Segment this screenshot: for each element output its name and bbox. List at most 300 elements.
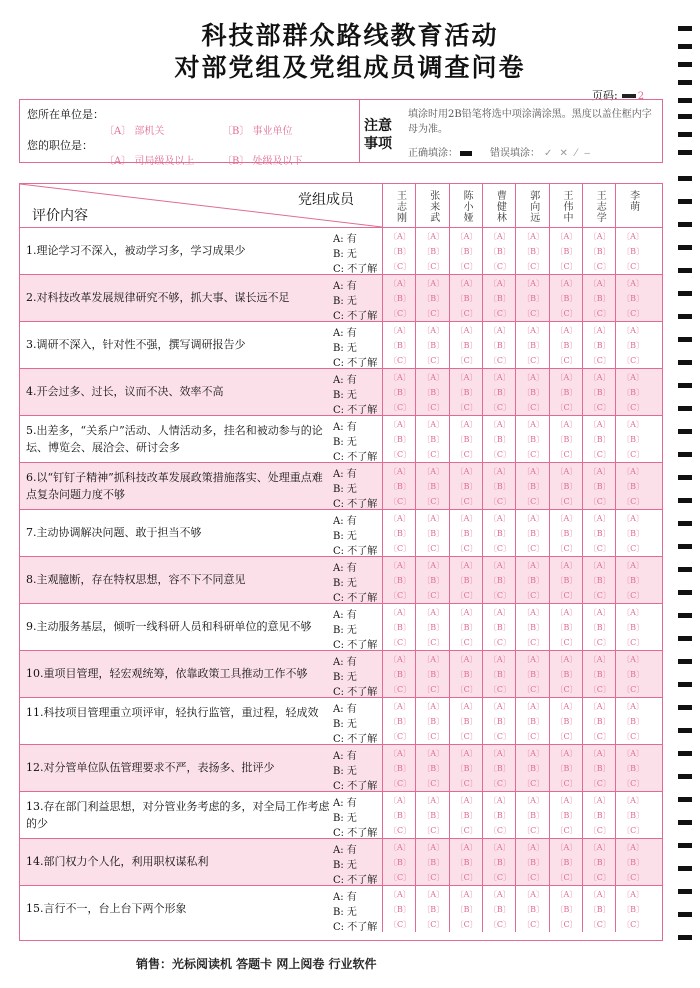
answer-bubble[interactable]: 〔A〕	[422, 373, 445, 382]
answer-bubble[interactable]: 〔A〕	[422, 608, 445, 617]
answer-bubble[interactable]: 〔A〕	[488, 232, 511, 241]
answer-bubble[interactable]: 〔A〕	[389, 890, 411, 899]
answer-bubble[interactable]: 〔A〕	[455, 796, 478, 805]
answer-bubble[interactable]: 〔B〕	[522, 435, 545, 444]
answer-bubble[interactable]: 〔C〕	[555, 309, 578, 318]
answer-bubble[interactable]: 〔C〕	[422, 544, 445, 553]
answer-bubble[interactable]: 〔C〕	[588, 638, 611, 647]
answer-bubble[interactable]: 〔B〕	[588, 529, 611, 538]
answer-bubble[interactable]: 〔C〕	[488, 779, 512, 788]
answer-bubble[interactable]: 〔A〕	[588, 420, 611, 429]
answer-bubble[interactable]: 〔C〕	[588, 356, 611, 365]
answer-bubble[interactable]: 〔A〕	[622, 420, 644, 429]
answer-bubble[interactable]: 〔C〕	[389, 920, 412, 929]
answer-bubble[interactable]: 〔A〕	[389, 608, 411, 617]
answer-bubble[interactable]: 〔A〕	[555, 514, 578, 523]
answer-bubble[interactable]: 〔C〕	[389, 779, 412, 788]
answer-bubble[interactable]: 〔A〕	[389, 843, 411, 852]
answer-bubble[interactable]: 〔A〕	[555, 279, 578, 288]
answer-bubble[interactable]: 〔A〕	[455, 514, 478, 523]
answer-bubble[interactable]: 〔C〕	[488, 403, 512, 412]
answer-bubble[interactable]: 〔B〕	[588, 576, 611, 585]
answer-bubble[interactable]: 〔B〕	[555, 482, 578, 491]
answer-bubble[interactable]: 〔B〕	[555, 247, 578, 256]
answer-bubble[interactable]: 〔C〕	[455, 591, 478, 600]
answer-bubble[interactable]: 〔B〕	[588, 294, 611, 303]
answer-bubble[interactable]: 〔B〕	[522, 247, 545, 256]
answer-bubble[interactable]: 〔B〕	[488, 482, 511, 491]
answer-bubble[interactable]: 〔C〕	[389, 873, 412, 882]
answer-bubble[interactable]: 〔C〕	[455, 638, 478, 647]
answer-bubble[interactable]: 〔C〕	[455, 920, 478, 929]
answer-bubble[interactable]: 〔A〕	[389, 373, 411, 382]
answer-bubble[interactable]: 〔A〕	[622, 373, 644, 382]
answer-bubble[interactable]: 〔C〕	[622, 873, 645, 882]
answer-bubble[interactable]: 〔B〕	[522, 529, 545, 538]
answer-bubble[interactable]: 〔A〕	[622, 467, 644, 476]
answer-bubble[interactable]: 〔C〕	[555, 873, 578, 882]
answer-bubble[interactable]: 〔B〕	[389, 247, 411, 256]
answer-bubble[interactable]: 〔C〕	[622, 732, 645, 741]
answer-bubble[interactable]: 〔B〕	[555, 529, 578, 538]
answer-bubble[interactable]: 〔C〕	[488, 309, 512, 318]
answer-bubble[interactable]: 〔A〕	[422, 514, 445, 523]
answer-bubble[interactable]: 〔B〕	[555, 388, 578, 397]
answer-bubble[interactable]: 〔B〕	[522, 388, 545, 397]
answer-bubble[interactable]: 〔B〕	[488, 717, 511, 726]
answer-bubble[interactable]: 〔C〕	[488, 356, 512, 365]
answer-bubble[interactable]: 〔A〕	[522, 890, 544, 899]
answer-bubble[interactable]: 〔B〕	[622, 858, 644, 867]
answer-bubble[interactable]: 〔C〕	[522, 403, 545, 412]
answer-bubble[interactable]: 〔A〕	[422, 467, 445, 476]
answer-bubble[interactable]: 〔A〕	[488, 843, 511, 852]
answer-bubble[interactable]: 〔B〕	[588, 905, 611, 914]
answer-bubble[interactable]: 〔B〕	[522, 341, 545, 350]
answer-bubble[interactable]: 〔B〕	[622, 247, 644, 256]
answer-bubble[interactable]: 〔C〕	[422, 403, 445, 412]
answer-bubble[interactable]: 〔A〕	[522, 561, 544, 570]
answer-bubble[interactable]: 〔A〕	[488, 420, 511, 429]
answer-bubble[interactable]: 〔B〕	[455, 858, 478, 867]
answer-bubble[interactable]: 〔B〕	[622, 811, 644, 820]
answer-bubble[interactable]: 〔C〕	[389, 262, 412, 271]
answer-bubble[interactable]: 〔A〕	[389, 420, 411, 429]
answer-bubble[interactable]: 〔B〕	[389, 858, 411, 867]
answer-bubble[interactable]: 〔C〕	[522, 779, 545, 788]
answer-bubble[interactable]: 〔C〕	[455, 873, 478, 882]
answer-bubble[interactable]: 〔C〕	[389, 403, 412, 412]
answer-bubble[interactable]: 〔A〕	[622, 326, 644, 335]
answer-bubble[interactable]: 〔B〕	[622, 717, 644, 726]
answer-bubble[interactable]: 〔B〕	[555, 670, 578, 679]
answer-bubble[interactable]: 〔B〕	[555, 905, 578, 914]
answer-bubble[interactable]: 〔B〕	[422, 294, 445, 303]
answer-bubble[interactable]: 〔A〕	[422, 232, 445, 241]
answer-bubble[interactable]: 〔B〕	[455, 247, 478, 256]
answer-bubble[interactable]: 〔B〕	[588, 717, 611, 726]
answer-bubble[interactable]: 〔C〕	[522, 685, 545, 694]
answer-bubble[interactable]: 〔A〕	[522, 373, 544, 382]
answer-bubble[interactable]: 〔B〕	[488, 435, 511, 444]
answer-bubble[interactable]: 〔B〕	[389, 670, 411, 679]
answer-bubble[interactable]: 〔A〕	[488, 279, 511, 288]
answer-bubble[interactable]: 〔C〕	[455, 685, 478, 694]
answer-bubble[interactable]: 〔C〕	[422, 262, 445, 271]
answer-bubble[interactable]: 〔A〕	[555, 702, 578, 711]
answer-bubble[interactable]: 〔C〕	[622, 309, 645, 318]
answer-bubble[interactable]: 〔A〕	[588, 608, 611, 617]
answer-bubble[interactable]: 〔C〕	[488, 826, 512, 835]
answer-bubble[interactable]: 〔B〕	[455, 341, 478, 350]
answer-bubble[interactable]: 〔A〕	[389, 796, 411, 805]
answer-bubble[interactable]: 〔B〕	[488, 576, 511, 585]
answer-bubble[interactable]: 〔C〕	[588, 920, 611, 929]
answer-bubble[interactable]: 〔C〕	[588, 544, 611, 553]
answer-bubble[interactable]: 〔C〕	[522, 544, 545, 553]
answer-bubble[interactable]: 〔A〕	[455, 608, 478, 617]
answer-bubble[interactable]: 〔A〕	[422, 890, 445, 899]
answer-bubble[interactable]: 〔A〕	[522, 702, 544, 711]
answer-bubble[interactable]: 〔B〕	[555, 764, 578, 773]
answer-bubble[interactable]: 〔A〕	[555, 326, 578, 335]
answer-bubble[interactable]: 〔A〕	[622, 749, 644, 758]
answer-bubble[interactable]: 〔C〕	[488, 262, 512, 271]
answer-bubble[interactable]: 〔C〕	[588, 262, 611, 271]
answer-bubble[interactable]: 〔A〕	[588, 843, 611, 852]
answer-bubble[interactable]: 〔B〕	[455, 388, 478, 397]
answer-bubble[interactable]: 〔A〕	[588, 702, 611, 711]
answer-bubble[interactable]: 〔A〕	[389, 279, 411, 288]
answer-bubble[interactable]: 〔A〕	[622, 890, 644, 899]
answer-bubble[interactable]: 〔B〕	[389, 529, 411, 538]
answer-bubble[interactable]: 〔B〕	[455, 294, 478, 303]
answer-bubble[interactable]: 〔B〕	[455, 576, 478, 585]
answer-bubble[interactable]: 〔C〕	[588, 309, 611, 318]
answer-bubble[interactable]: 〔B〕	[389, 341, 411, 350]
answer-bubble[interactable]: 〔C〕	[622, 403, 645, 412]
answer-bubble[interactable]: 〔A〕	[555, 467, 578, 476]
answer-bubble[interactable]: 〔C〕	[455, 309, 478, 318]
answer-bubble[interactable]: 〔B〕	[422, 341, 445, 350]
answer-bubble[interactable]: 〔C〕	[422, 779, 445, 788]
answer-bubble[interactable]: 〔A〕	[622, 655, 644, 664]
answer-bubble[interactable]: 〔A〕	[588, 326, 611, 335]
answer-bubble[interactable]: 〔A〕	[455, 561, 478, 570]
answer-bubble[interactable]: 〔B〕	[422, 717, 445, 726]
answer-bubble[interactable]: 〔C〕	[555, 920, 578, 929]
answer-bubble[interactable]: 〔B〕	[455, 435, 478, 444]
answer-bubble[interactable]: 〔A〕	[622, 514, 644, 523]
answer-bubble[interactable]: 〔A〕	[455, 373, 478, 382]
answer-bubble[interactable]: 〔B〕	[455, 529, 478, 538]
answer-bubble[interactable]: 〔B〕	[555, 294, 578, 303]
answer-bubble[interactable]: 〔B〕	[522, 764, 545, 773]
answer-bubble[interactable]: 〔B〕	[455, 905, 478, 914]
answer-bubble[interactable]: 〔A〕	[389, 514, 411, 523]
answer-bubble[interactable]: 〔B〕	[555, 341, 578, 350]
answer-bubble[interactable]: 〔A〕	[422, 796, 445, 805]
answer-bubble[interactable]: 〔A〕	[522, 655, 544, 664]
answer-bubble[interactable]: 〔B〕	[588, 482, 611, 491]
answer-bubble[interactable]: 〔B〕	[555, 576, 578, 585]
answer-bubble[interactable]: 〔B〕	[588, 764, 611, 773]
answer-bubble[interactable]: 〔A〕	[622, 608, 644, 617]
answer-bubble[interactable]: 〔B〕	[488, 388, 511, 397]
answer-bubble[interactable]: 〔B〕	[422, 247, 445, 256]
answer-bubble[interactable]: 〔A〕	[389, 749, 411, 758]
answer-bubble[interactable]: 〔B〕	[522, 670, 545, 679]
answer-bubble[interactable]: 〔A〕	[422, 279, 445, 288]
answer-bubble[interactable]: 〔C〕	[555, 497, 578, 506]
answer-bubble[interactable]: 〔A〕	[455, 279, 478, 288]
answer-bubble[interactable]: 〔B〕	[422, 623, 445, 632]
answer-bubble[interactable]: 〔C〕	[555, 638, 578, 647]
answer-bubble[interactable]: 〔A〕	[422, 843, 445, 852]
answer-bubble[interactable]: 〔B〕	[422, 858, 445, 867]
answer-bubble[interactable]: 〔C〕	[588, 826, 611, 835]
answer-bubble[interactable]: 〔A〕	[488, 890, 511, 899]
answer-bubble[interactable]: 〔A〕	[555, 843, 578, 852]
answer-bubble[interactable]: 〔A〕	[455, 467, 478, 476]
answer-bubble[interactable]: 〔B〕	[588, 623, 611, 632]
answer-bubble[interactable]: 〔C〕	[389, 309, 412, 318]
answer-bubble[interactable]: 〔A〕	[455, 843, 478, 852]
answer-bubble[interactable]: 〔B〕	[555, 717, 578, 726]
answer-bubble[interactable]: 〔B〕	[422, 670, 445, 679]
answer-bubble[interactable]: 〔C〕	[422, 685, 445, 694]
answer-bubble[interactable]: 〔A〕	[522, 843, 544, 852]
answer-bubble[interactable]: 〔A〕	[522, 326, 544, 335]
answer-bubble[interactable]: 〔A〕	[622, 279, 644, 288]
answer-bubble[interactable]: 〔A〕	[455, 655, 478, 664]
answer-bubble[interactable]: 〔A〕	[588, 655, 611, 664]
answer-bubble[interactable]: 〔A〕	[555, 561, 578, 570]
answer-bubble[interactable]: 〔B〕	[455, 482, 478, 491]
answer-bubble[interactable]: 〔B〕	[622, 670, 644, 679]
answer-bubble[interactable]: 〔C〕	[389, 497, 412, 506]
position-option-b[interactable]: 〔B〕 处级及以下	[222, 156, 303, 167]
answer-bubble[interactable]: 〔B〕	[488, 670, 511, 679]
answer-bubble[interactable]: 〔A〕	[422, 702, 445, 711]
answer-bubble[interactable]: 〔B〕	[588, 247, 611, 256]
answer-bubble[interactable]: 〔A〕	[555, 655, 578, 664]
answer-bubble[interactable]: 〔A〕	[555, 608, 578, 617]
position-option-a[interactable]: 〔A〕 司局级及以上	[104, 156, 195, 167]
answer-bubble[interactable]: 〔C〕	[555, 544, 578, 553]
answer-bubble[interactable]: 〔C〕	[455, 450, 478, 459]
answer-bubble[interactable]: 〔A〕	[389, 467, 411, 476]
answer-bubble[interactable]: 〔C〕	[488, 873, 512, 882]
answer-bubble[interactable]: 〔C〕	[522, 356, 545, 365]
answer-bubble[interactable]: 〔C〕	[389, 685, 412, 694]
answer-bubble[interactable]: 〔B〕	[522, 482, 545, 491]
answer-bubble[interactable]: 〔B〕	[488, 858, 511, 867]
answer-bubble[interactable]: 〔B〕	[389, 576, 411, 585]
answer-bubble[interactable]: 〔B〕	[422, 529, 445, 538]
answer-bubble[interactable]: 〔B〕	[422, 435, 445, 444]
answer-bubble[interactable]: 〔A〕	[522, 749, 544, 758]
answer-bubble[interactable]: 〔C〕	[588, 450, 611, 459]
answer-bubble[interactable]: 〔A〕	[588, 514, 611, 523]
answer-bubble[interactable]: 〔A〕	[488, 655, 511, 664]
answer-bubble[interactable]: 〔A〕	[588, 232, 611, 241]
answer-bubble[interactable]: 〔B〕	[522, 623, 545, 632]
answer-bubble[interactable]: 〔C〕	[522, 920, 545, 929]
answer-bubble[interactable]: 〔B〕	[522, 905, 545, 914]
answer-bubble[interactable]: 〔B〕	[522, 811, 545, 820]
answer-bubble[interactable]: 〔A〕	[555, 373, 578, 382]
answer-bubble[interactable]: 〔C〕	[422, 309, 445, 318]
answer-bubble[interactable]: 〔C〕	[488, 544, 512, 553]
answer-bubble[interactable]: 〔C〕	[488, 685, 512, 694]
answer-bubble[interactable]: 〔B〕	[622, 623, 644, 632]
answer-bubble[interactable]: 〔C〕	[588, 873, 611, 882]
answer-bubble[interactable]: 〔C〕	[522, 309, 545, 318]
answer-bubble[interactable]: 〔C〕	[588, 779, 611, 788]
answer-bubble[interactable]: 〔A〕	[622, 796, 644, 805]
answer-bubble[interactable]: 〔B〕	[622, 341, 644, 350]
answer-bubble[interactable]: 〔A〕	[522, 796, 544, 805]
answer-bubble[interactable]: 〔C〕	[488, 638, 512, 647]
answer-bubble[interactable]: 〔B〕	[488, 294, 511, 303]
answer-bubble[interactable]: 〔C〕	[555, 591, 578, 600]
answer-bubble[interactable]: 〔B〕	[588, 811, 611, 820]
answer-bubble[interactable]: 〔B〕	[455, 623, 478, 632]
answer-bubble[interactable]: 〔C〕	[555, 779, 578, 788]
answer-bubble[interactable]: 〔A〕	[522, 279, 544, 288]
answer-bubble[interactable]: 〔C〕	[622, 544, 645, 553]
answer-bubble[interactable]: 〔C〕	[522, 497, 545, 506]
answer-bubble[interactable]: 〔B〕	[522, 717, 545, 726]
answer-bubble[interactable]: 〔B〕	[455, 670, 478, 679]
answer-bubble[interactable]: 〔C〕	[522, 262, 545, 271]
answer-bubble[interactable]: 〔B〕	[389, 482, 411, 491]
answer-bubble[interactable]: 〔B〕	[555, 623, 578, 632]
answer-bubble[interactable]: 〔C〕	[422, 497, 445, 506]
answer-bubble[interactable]: 〔C〕	[555, 403, 578, 412]
answer-bubble[interactable]: 〔C〕	[622, 920, 645, 929]
answer-bubble[interactable]: 〔A〕	[488, 608, 511, 617]
answer-bubble[interactable]: 〔C〕	[622, 356, 645, 365]
answer-bubble[interactable]: 〔A〕	[555, 749, 578, 758]
answer-bubble[interactable]: 〔B〕	[488, 529, 511, 538]
answer-bubble[interactable]: 〔C〕	[488, 732, 512, 741]
answer-bubble[interactable]: 〔C〕	[455, 732, 478, 741]
answer-bubble[interactable]: 〔C〕	[622, 779, 645, 788]
answer-bubble[interactable]: 〔C〕	[522, 591, 545, 600]
answer-bubble[interactable]: 〔B〕	[389, 623, 411, 632]
answer-bubble[interactable]: 〔B〕	[455, 717, 478, 726]
answer-bubble[interactable]: 〔A〕	[488, 749, 511, 758]
answer-bubble[interactable]: 〔C〕	[622, 685, 645, 694]
answer-bubble[interactable]: 〔C〕	[588, 403, 611, 412]
answer-bubble[interactable]: 〔C〕	[555, 450, 578, 459]
answer-bubble[interactable]: 〔A〕	[555, 796, 578, 805]
answer-bubble[interactable]: 〔A〕	[422, 561, 445, 570]
answer-bubble[interactable]: 〔A〕	[555, 420, 578, 429]
answer-bubble[interactable]: 〔A〕	[488, 796, 511, 805]
answer-bubble[interactable]: 〔B〕	[622, 388, 644, 397]
answer-bubble[interactable]: 〔C〕	[522, 873, 545, 882]
answer-bubble[interactable]: 〔B〕	[622, 576, 644, 585]
answer-bubble[interactable]: 〔B〕	[488, 247, 511, 256]
answer-bubble[interactable]: 〔C〕	[588, 732, 611, 741]
answer-bubble[interactable]: 〔C〕	[455, 544, 478, 553]
answer-bubble[interactable]: 〔B〕	[488, 905, 511, 914]
answer-bubble[interactable]: 〔A〕	[588, 796, 611, 805]
answer-bubble[interactable]: 〔C〕	[422, 356, 445, 365]
answer-bubble[interactable]: 〔C〕	[422, 591, 445, 600]
answer-bubble[interactable]: 〔A〕	[555, 232, 578, 241]
answer-bubble[interactable]: 〔C〕	[522, 450, 545, 459]
answer-bubble[interactable]: 〔A〕	[588, 561, 611, 570]
answer-bubble[interactable]: 〔A〕	[522, 420, 544, 429]
answer-bubble[interactable]: 〔B〕	[422, 905, 445, 914]
answer-bubble[interactable]: 〔A〕	[455, 420, 478, 429]
answer-bubble[interactable]: 〔B〕	[422, 764, 445, 773]
answer-bubble[interactable]: 〔B〕	[488, 811, 511, 820]
answer-bubble[interactable]: 〔B〕	[555, 435, 578, 444]
answer-bubble[interactable]: 〔A〕	[588, 467, 611, 476]
answer-bubble[interactable]: 〔A〕	[622, 702, 644, 711]
answer-bubble[interactable]: 〔B〕	[522, 576, 545, 585]
answer-bubble[interactable]: 〔A〕	[389, 702, 411, 711]
answer-bubble[interactable]: 〔A〕	[522, 608, 544, 617]
answer-bubble[interactable]: 〔C〕	[455, 262, 478, 271]
answer-bubble[interactable]: 〔C〕	[588, 497, 611, 506]
answer-bubble[interactable]: 〔C〕	[488, 497, 512, 506]
answer-bubble[interactable]: 〔C〕	[389, 732, 412, 741]
answer-bubble[interactable]: 〔C〕	[555, 356, 578, 365]
answer-bubble[interactable]: 〔B〕	[522, 294, 545, 303]
answer-bubble[interactable]: 〔A〕	[389, 326, 411, 335]
answer-bubble[interactable]: 〔A〕	[422, 420, 445, 429]
answer-bubble[interactable]: 〔C〕	[455, 356, 478, 365]
answer-bubble[interactable]: 〔A〕	[622, 843, 644, 852]
answer-bubble[interactable]: 〔A〕	[622, 232, 644, 241]
answer-bubble[interactable]: 〔B〕	[622, 905, 644, 914]
answer-bubble[interactable]: 〔A〕	[455, 326, 478, 335]
answer-bubble[interactable]: 〔C〕	[422, 826, 445, 835]
answer-bubble[interactable]: 〔C〕	[389, 826, 412, 835]
answer-bubble[interactable]: 〔B〕	[555, 811, 578, 820]
answer-bubble[interactable]: 〔B〕	[422, 576, 445, 585]
answer-bubble[interactable]: 〔A〕	[488, 561, 511, 570]
answer-bubble[interactable]: 〔C〕	[422, 450, 445, 459]
answer-bubble[interactable]: 〔B〕	[588, 858, 611, 867]
answer-bubble[interactable]: 〔B〕	[422, 482, 445, 491]
answer-bubble[interactable]: 〔B〕	[389, 717, 411, 726]
answer-bubble[interactable]: 〔B〕	[622, 529, 644, 538]
answer-bubble[interactable]: 〔C〕	[389, 638, 412, 647]
answer-bubble[interactable]: 〔B〕	[588, 670, 611, 679]
answer-bubble[interactable]: 〔A〕	[422, 655, 445, 664]
answer-bubble[interactable]: 〔C〕	[455, 826, 478, 835]
answer-bubble[interactable]: 〔C〕	[389, 356, 412, 365]
answer-bubble[interactable]: 〔C〕	[522, 826, 545, 835]
answer-bubble[interactable]: 〔B〕	[588, 341, 611, 350]
answer-bubble[interactable]: 〔C〕	[389, 544, 412, 553]
answer-bubble[interactable]: 〔B〕	[455, 811, 478, 820]
answer-bubble[interactable]: 〔B〕	[422, 388, 445, 397]
answer-bubble[interactable]: 〔B〕	[389, 388, 411, 397]
answer-bubble[interactable]: 〔B〕	[389, 435, 411, 444]
answer-bubble[interactable]: 〔A〕	[522, 232, 544, 241]
answer-bubble[interactable]: 〔B〕	[455, 764, 478, 773]
answer-bubble[interactable]: 〔A〕	[522, 467, 544, 476]
answer-bubble[interactable]: 〔C〕	[455, 779, 478, 788]
